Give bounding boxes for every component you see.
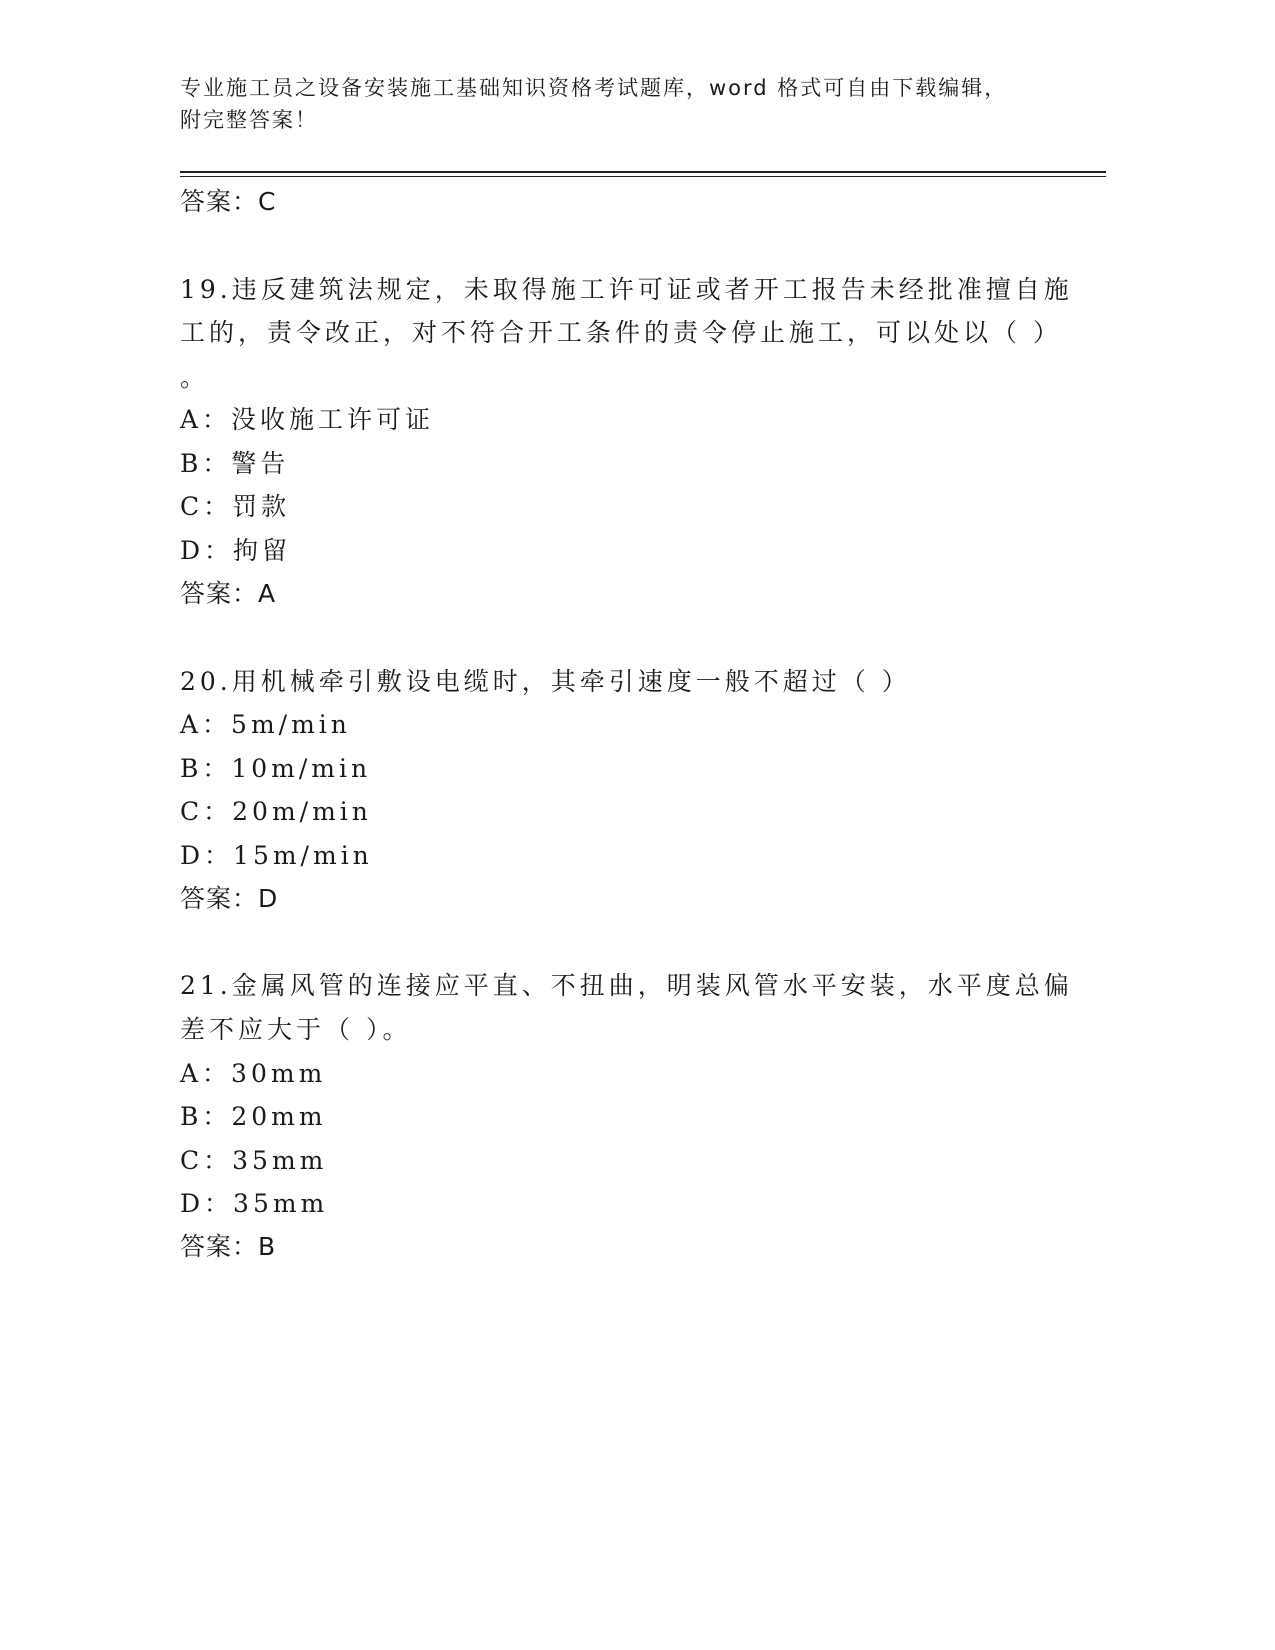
question-21-answer: 答案：B (180, 1232, 277, 1261)
header-line-1: 专业施工员之设备安装施工基础知识资格考试题库，word 格式可自由下载编辑， (180, 76, 1008, 100)
question-20-answer: 答案：D (180, 884, 279, 913)
question-21-option-b: B：20mm (180, 1102, 327, 1131)
question-19-option-c: C：罚款 (180, 492, 291, 521)
question-20-line-1: 20.用机械牵引敷设电缆时，其牵引速度一般不超过（ ） (180, 667, 911, 696)
header-divider-thin (180, 176, 1106, 177)
question-19-line-2: 工的，责令改正，对不符合开工条件的责令停止施工，可以处以（ ） (180, 318, 1062, 347)
question-21-line-2: 差不应大于（ ）。 (180, 1015, 412, 1044)
question-20-option-d: D：15m/min (180, 841, 373, 870)
question-20-option-a: A：5m/min (180, 710, 351, 739)
document-header (180, 72, 1040, 136)
question-21-option-d: D：35mm (180, 1189, 329, 1218)
question-21-option-c: C：35mm (180, 1146, 328, 1175)
question-21-line-1: 21.金属风管的连接应平直、不扭曲，明装风管水平安装，水平度总偏 (180, 971, 1073, 1000)
question-21-option-a: A：30mm (180, 1059, 327, 1088)
question-20-option-c: C：20m/min (180, 797, 372, 826)
question-19-line-3: 。 (180, 363, 210, 392)
question-19-option-d: D：拘留 (180, 536, 292, 565)
question-19-option-b: B：警告 (180, 449, 290, 478)
question-19-line-1: 19.违反建筑法规定，未取得施工许可证或者开工报告未经批准擅自施 (180, 275, 1073, 304)
question-19-answer: 答案：A (180, 579, 277, 608)
question-20-option-b: B：10m/min (180, 754, 372, 783)
header-line-2: 附完整答案！ (180, 108, 318, 132)
question-19-option-a: A：没收施工许可证 (180, 405, 435, 434)
previous-answer: 答案：C (180, 187, 277, 216)
header-divider-thick (180, 171, 1106, 173)
